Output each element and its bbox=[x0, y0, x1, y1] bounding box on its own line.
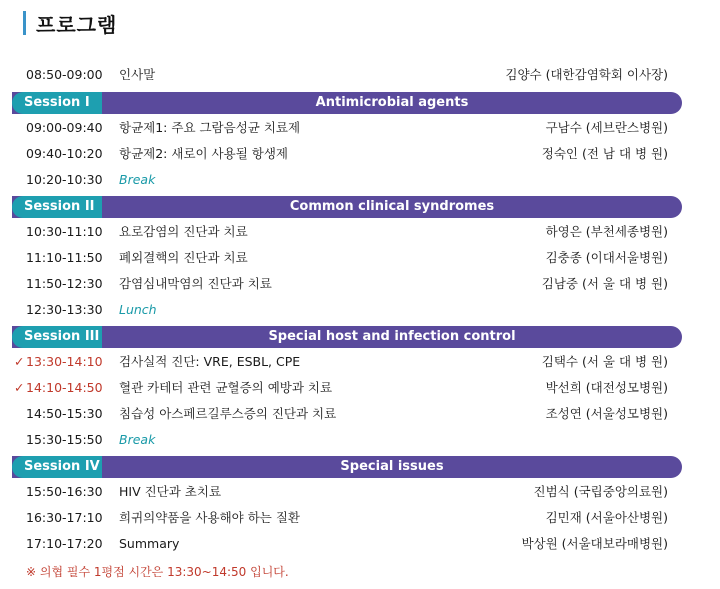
time-slot: 16:30-17:10 bbox=[26, 510, 103, 525]
lunch-label: Lunch bbox=[119, 302, 157, 317]
speaker: 김양수 (대한감염학회 이사장) bbox=[505, 67, 668, 82]
session-title: Common clinical syndromes bbox=[289, 199, 495, 214]
program-row bbox=[0, 479, 720, 505]
speaker: 구남수 (세브란스병원) bbox=[545, 120, 668, 135]
program-row-required bbox=[0, 375, 720, 401]
session-title: Special issues bbox=[340, 459, 444, 474]
time-slot: 14:50-15:30 bbox=[26, 406, 103, 421]
program-row-opening bbox=[0, 62, 720, 88]
time-slot: 09:40-10:20 bbox=[26, 146, 103, 161]
page-title: 프로그램 bbox=[36, 12, 118, 37]
time-slot: 13:30-14:10 bbox=[26, 354, 103, 369]
program-row bbox=[0, 141, 720, 167]
program-row bbox=[0, 219, 720, 245]
topic: 항균제1: 주요 그람음성균 치료제 bbox=[119, 120, 301, 135]
program-row bbox=[0, 271, 720, 297]
topic: 항균제2: 새로이 사용될 항생제 bbox=[119, 146, 288, 161]
time-slot: 08:50-09:00 bbox=[26, 67, 103, 82]
topic: 침습성 아스페르길루스증의 진단과 치료 bbox=[119, 406, 337, 421]
session-header-1 bbox=[12, 92, 682, 114]
time-slot: 12:30-13:30 bbox=[26, 302, 103, 317]
speaker: 박선희 (대전성모병원) bbox=[545, 380, 668, 395]
session-header-3 bbox=[12, 326, 682, 348]
session-tag: Session IV bbox=[12, 456, 102, 478]
topic: 검사실적 진단: VRE, ESBL, CPE bbox=[119, 354, 301, 369]
program-row bbox=[0, 531, 720, 557]
break-label: Break bbox=[119, 432, 156, 447]
time-slot: 15:30-15:50 bbox=[26, 432, 103, 447]
footnote: ※ 의협 필수 1평점 시간은 13:30~14:50 입니다. bbox=[26, 565, 289, 579]
speaker: 조성연 (서울성모병원) bbox=[545, 406, 668, 421]
topic: 감염심내막염의 진단과 치료 bbox=[119, 276, 272, 291]
speaker: 박상원 (서울대보라매병원) bbox=[521, 536, 668, 551]
program-row bbox=[0, 505, 720, 531]
session-title: Antimicrobial agents bbox=[315, 95, 469, 110]
speaker: 김민재 (서울아산병원) bbox=[545, 510, 668, 525]
program-row-required bbox=[0, 349, 720, 375]
program-row-break bbox=[0, 427, 720, 453]
break-label: Break bbox=[119, 172, 156, 187]
topic: 폐외결핵의 진단과 치료 bbox=[119, 250, 248, 265]
time-slot: 09:00-09:40 bbox=[26, 120, 103, 135]
time-slot: 17:10-17:20 bbox=[26, 536, 103, 551]
speaker: 진범식 (국립중앙의료원) bbox=[533, 484, 668, 499]
time-slot: 14:10-14:50 bbox=[26, 380, 103, 395]
topic: 인사말 bbox=[119, 67, 156, 82]
program-row-break bbox=[0, 167, 720, 193]
time-slot: 11:10-11:50 bbox=[26, 250, 103, 265]
page-title-wrap bbox=[23, 9, 117, 37]
speaker: 하영은 (부천세종병원) bbox=[545, 224, 668, 239]
topic: HIV 진단과 초치료 bbox=[119, 484, 222, 499]
time-slot: 15:50-16:30 bbox=[26, 484, 103, 499]
checkmark-icon: ✓ bbox=[14, 354, 25, 369]
session-header-4 bbox=[12, 456, 682, 478]
session-header-2 bbox=[12, 196, 682, 218]
time-slot: 11:50-12:30 bbox=[26, 276, 103, 291]
topic: 혈관 카테터 관련 균혈증의 예방과 치료 bbox=[119, 380, 333, 395]
topic: Summary bbox=[119, 536, 180, 551]
time-slot: 10:30-11:10 bbox=[26, 224, 103, 239]
speaker: 정숙인 (전 남 대 병 원) bbox=[541, 146, 668, 161]
topic: 희귀의약품을 사용해야 하는 질환 bbox=[119, 510, 300, 525]
program-row bbox=[0, 245, 720, 271]
speaker: 김택수 (서 울 대 병 원) bbox=[541, 354, 668, 369]
topic: 요로감염의 진단과 치료 bbox=[119, 224, 248, 239]
session-tag: Session III bbox=[12, 326, 102, 348]
time-slot: 10:20-10:30 bbox=[26, 172, 103, 187]
checkmark-icon: ✓ bbox=[14, 380, 25, 395]
session-tag: Session I bbox=[12, 92, 102, 114]
program-row bbox=[0, 115, 720, 141]
session-title: Special host and infection control bbox=[268, 329, 516, 344]
program-row-lunch bbox=[0, 297, 720, 323]
speaker: 김남중 (서 울 대 병 원) bbox=[541, 276, 668, 291]
title-accent-bar bbox=[23, 11, 26, 35]
program-row bbox=[0, 401, 720, 427]
session-tag: Session II bbox=[12, 196, 102, 218]
speaker: 김충종 (이대서울병원) bbox=[545, 250, 668, 265]
